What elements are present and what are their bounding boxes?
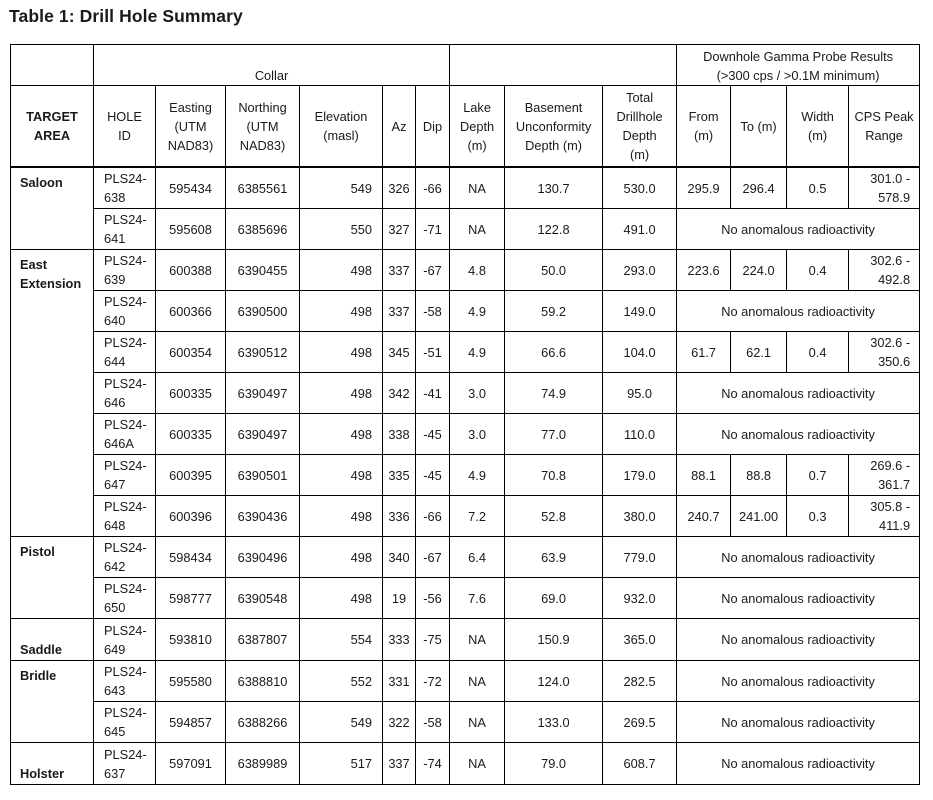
dip-cell: -67 <box>416 537 450 578</box>
dip-cell: -58 <box>416 702 450 743</box>
northing-cell: 6390512 <box>226 332 300 373</box>
total-depth-cell: 380.0 <box>603 496 677 537</box>
header-gamma-line2: (>300 cps / >0.1M minimum) <box>716 68 880 83</box>
az-cell: 335 <box>383 455 416 496</box>
hole-id-cell: PLS24- 643 <box>94 661 156 702</box>
width-cell: 0.3 <box>787 496 849 537</box>
table-title: Table 1: Drill Hole Summary <box>9 6 243 26</box>
lake-depth-cell: NA <box>450 743 505 785</box>
easting-cell: 600335 <box>156 373 226 414</box>
header-northing: Northing (UTM NAD83) <box>226 86 300 168</box>
az-cell: 337 <box>383 291 416 332</box>
dip-cell: -71 <box>416 209 450 250</box>
northing-cell: 6390501 <box>226 455 300 496</box>
cps-peak-cell: 302.6 - 350.6 <box>849 332 920 373</box>
easting-cell: 600354 <box>156 332 226 373</box>
northing-cell: 6390548 <box>226 578 300 619</box>
elevation-cell: 549 <box>300 167 383 209</box>
total-depth-cell: 110.0 <box>603 414 677 455</box>
lake-depth-cell: NA <box>450 209 505 250</box>
basement-depth-cell: 63.9 <box>505 537 603 578</box>
width-cell: 0.4 <box>787 332 849 373</box>
hole-id-cell: PLS24- 644 <box>94 332 156 373</box>
dip-cell: -58 <box>416 291 450 332</box>
hole-id-cell: PLS24- 647 <box>94 455 156 496</box>
elevation-cell: 550 <box>300 209 383 250</box>
elevation-cell: 498 <box>300 291 383 332</box>
gamma-note-cell: No anomalous radioactivity <box>677 209 920 250</box>
table-row <box>11 209 920 250</box>
elevation-cell: 517 <box>300 743 383 785</box>
easting-cell: 594857 <box>156 702 226 743</box>
from-cell: 295.9 <box>677 167 731 209</box>
gamma-note-cell: No anomalous radioactivity <box>677 661 920 702</box>
hole-id-cell: PLS24- 642 <box>94 537 156 578</box>
from-cell: 61.7 <box>677 332 731 373</box>
hole-id-cell: PLS24- 646A <box>94 414 156 455</box>
az-cell: 333 <box>383 619 416 661</box>
basement-depth-cell: 150.9 <box>505 619 603 661</box>
lake-depth-cell: 6.4 <box>450 537 505 578</box>
dip-cell: -66 <box>416 167 450 209</box>
northing-cell: 6390497 <box>226 373 300 414</box>
basement-depth-cell: 74.9 <box>505 373 603 414</box>
hole-id-cell: PLS24- 646 <box>94 373 156 414</box>
az-cell: 331 <box>383 661 416 702</box>
table-row <box>11 537 920 578</box>
total-depth-cell: 530.0 <box>603 167 677 209</box>
gamma-note-cell: No anomalous radioactivity <box>677 291 920 332</box>
header-blank-depth <box>450 45 677 86</box>
total-depth-cell: 149.0 <box>603 291 677 332</box>
total-depth-cell: 932.0 <box>603 578 677 619</box>
easting-cell: 593810 <box>156 619 226 661</box>
lake-depth-cell: NA <box>450 702 505 743</box>
drill-hole-table <box>10 44 920 785</box>
easting-cell: 600395 <box>156 455 226 496</box>
elevation-cell: 549 <box>300 702 383 743</box>
to-cell: 224.0 <box>731 250 787 291</box>
table-row <box>11 291 920 332</box>
easting-cell: 595434 <box>156 167 226 209</box>
target-area-cell: East Extension <box>11 250 94 537</box>
lake-depth-cell: 3.0 <box>450 373 505 414</box>
gamma-note-cell: No anomalous radioactivity <box>677 414 920 455</box>
header-gamma-line1: Downhole Gamma Probe Results <box>703 49 894 64</box>
az-cell: 336 <box>383 496 416 537</box>
basement-depth-cell: 133.0 <box>505 702 603 743</box>
elevation-cell: 498 <box>300 578 383 619</box>
to-cell: 88.8 <box>731 455 787 496</box>
easting-cell: 598777 <box>156 578 226 619</box>
az-cell: 340 <box>383 537 416 578</box>
northing-cell: 6390500 <box>226 291 300 332</box>
header-az: Az <box>383 86 416 168</box>
basement-depth-cell: 122.8 <box>505 209 603 250</box>
northing-cell: 6390455 <box>226 250 300 291</box>
elevation-cell: 498 <box>300 373 383 414</box>
az-cell: 327 <box>383 209 416 250</box>
basement-depth-cell: 124.0 <box>505 661 603 702</box>
az-cell: 345 <box>383 332 416 373</box>
dip-cell: -51 <box>416 332 450 373</box>
hole-id-cell: PLS24- 648 <box>94 496 156 537</box>
dip-cell: -74 <box>416 743 450 785</box>
northing-cell: 6390496 <box>226 537 300 578</box>
header-elevation: Elevation (masl) <box>300 86 383 168</box>
header-gamma-probe <box>677 45 920 86</box>
cps-peak-cell: 301.0 - 578.9 <box>849 167 920 209</box>
az-cell: 338 <box>383 414 416 455</box>
from-cell: 88.1 <box>677 455 731 496</box>
elevation-cell: 498 <box>300 537 383 578</box>
width-cell: 0.5 <box>787 167 849 209</box>
total-depth-cell: 179.0 <box>603 455 677 496</box>
header-basement-depth: Basement Unconformity Depth (m) <box>505 86 603 168</box>
lake-depth-cell: 4.9 <box>450 332 505 373</box>
header-cps-peak: CPS Peak Range <box>849 86 920 168</box>
basement-depth-cell: 69.0 <box>505 578 603 619</box>
easting-cell: 600366 <box>156 291 226 332</box>
header-target-area: TARGET AREA <box>11 86 94 168</box>
hole-id-cell: PLS24- 640 <box>94 291 156 332</box>
target-area-cell: Holster <box>11 743 94 785</box>
lake-depth-cell: 4.9 <box>450 291 505 332</box>
lake-depth-cell: NA <box>450 167 505 209</box>
elevation-cell: 498 <box>300 414 383 455</box>
header-collar: Collar <box>94 45 450 86</box>
elevation-cell: 552 <box>300 661 383 702</box>
hole-id-cell: PLS24- 650 <box>94 578 156 619</box>
basement-depth-cell: 70.8 <box>505 455 603 496</box>
table-row <box>11 414 920 455</box>
elevation-cell: 498 <box>300 455 383 496</box>
header-lake-depth: Lake Depth (m) <box>450 86 505 168</box>
table-row <box>11 250 920 291</box>
table-row <box>11 578 920 619</box>
northing-cell: 6385561 <box>226 167 300 209</box>
dip-cell: -66 <box>416 496 450 537</box>
gamma-note-cell: No anomalous radioactivity <box>677 619 920 661</box>
header-blank <box>11 45 94 86</box>
northing-cell: 6387807 <box>226 619 300 661</box>
hole-id-cell: PLS24- 649 <box>94 619 156 661</box>
lake-depth-cell: 7.6 <box>450 578 505 619</box>
easting-cell: 600388 <box>156 250 226 291</box>
cps-peak-cell: 305.8 - 411.9 <box>849 496 920 537</box>
lake-depth-cell: NA <box>450 619 505 661</box>
az-cell: 337 <box>383 743 416 785</box>
dip-cell: -41 <box>416 373 450 414</box>
lake-depth-cell: 4.8 <box>450 250 505 291</box>
table-row <box>11 496 920 537</box>
hole-id-cell: PLS24- 641 <box>94 209 156 250</box>
lake-depth-cell: 3.0 <box>450 414 505 455</box>
table-body <box>11 167 920 785</box>
az-cell: 326 <box>383 167 416 209</box>
basement-depth-cell: 130.7 <box>505 167 603 209</box>
to-cell: 62.1 <box>731 332 787 373</box>
table-row <box>11 167 920 209</box>
basement-depth-cell: 66.6 <box>505 332 603 373</box>
from-cell: 223.6 <box>677 250 731 291</box>
gamma-note-cell: No anomalous radioactivity <box>677 373 920 414</box>
easting-cell: 597091 <box>156 743 226 785</box>
header-total-depth: Total Drillhole Depth (m) <box>603 86 677 168</box>
table-row <box>11 455 920 496</box>
target-area-cell: Pistol <box>11 537 94 619</box>
az-cell: 337 <box>383 250 416 291</box>
az-cell: 322 <box>383 702 416 743</box>
basement-depth-cell: 50.0 <box>505 250 603 291</box>
header-dip: Dip <box>416 86 450 168</box>
total-depth-cell: 491.0 <box>603 209 677 250</box>
elevation-cell: 498 <box>300 250 383 291</box>
header-easting: Easting (UTM NAD83) <box>156 86 226 168</box>
basement-depth-cell: 52.8 <box>505 496 603 537</box>
hole-id-cell: PLS24- 638 <box>94 167 156 209</box>
table-header <box>11 45 920 168</box>
lake-depth-cell: 7.2 <box>450 496 505 537</box>
lake-depth-cell: NA <box>450 661 505 702</box>
northing-cell: 6388810 <box>226 661 300 702</box>
dip-cell: -75 <box>416 619 450 661</box>
gamma-note-cell: No anomalous radioactivity <box>677 537 920 578</box>
lake-depth-cell: 4.9 <box>450 455 505 496</box>
table-row <box>11 702 920 743</box>
northing-cell: 6390497 <box>226 414 300 455</box>
header-to: To (m) <box>731 86 787 168</box>
total-depth-cell: 365.0 <box>603 619 677 661</box>
cps-peak-cell: 269.6 - 361.7 <box>849 455 920 496</box>
easting-cell: 600335 <box>156 414 226 455</box>
width-cell: 0.4 <box>787 250 849 291</box>
hole-id-cell: PLS24- 637 <box>94 743 156 785</box>
northing-cell: 6385696 <box>226 209 300 250</box>
northing-cell: 6389989 <box>226 743 300 785</box>
easting-cell: 600396 <box>156 496 226 537</box>
dip-cell: -45 <box>416 414 450 455</box>
dip-cell: -56 <box>416 578 450 619</box>
hole-id-cell: PLS24- 639 <box>94 250 156 291</box>
elevation-cell: 498 <box>300 496 383 537</box>
dip-cell: -45 <box>416 455 450 496</box>
elevation-cell: 554 <box>300 619 383 661</box>
target-area-cell: Bridle <box>11 661 94 743</box>
gamma-note-cell: No anomalous radioactivity <box>677 702 920 743</box>
total-depth-cell: 608.7 <box>603 743 677 785</box>
dip-cell: -67 <box>416 250 450 291</box>
to-cell: 296.4 <box>731 167 787 209</box>
northing-cell: 6390436 <box>226 496 300 537</box>
hole-id-cell: PLS24- 645 <box>94 702 156 743</box>
easting-cell: 598434 <box>156 537 226 578</box>
width-cell: 0.7 <box>787 455 849 496</box>
table-row <box>11 743 920 785</box>
az-cell: 19 <box>383 578 416 619</box>
table-row <box>11 373 920 414</box>
header-from: From (m) <box>677 86 731 168</box>
gamma-note-cell: No anomalous radioactivity <box>677 743 920 785</box>
table-row <box>11 332 920 373</box>
easting-cell: 595580 <box>156 661 226 702</box>
total-depth-cell: 293.0 <box>603 250 677 291</box>
gamma-note-cell: No anomalous radioactivity <box>677 578 920 619</box>
cps-peak-cell: 302.6 - 492.8 <box>849 250 920 291</box>
total-depth-cell: 282.5 <box>603 661 677 702</box>
total-depth-cell: 104.0 <box>603 332 677 373</box>
total-depth-cell: 779.0 <box>603 537 677 578</box>
az-cell: 342 <box>383 373 416 414</box>
basement-depth-cell: 59.2 <box>505 291 603 332</box>
table-row <box>11 661 920 702</box>
to-cell: 241.00 <box>731 496 787 537</box>
from-cell: 240.7 <box>677 496 731 537</box>
target-area-cell: Saddle <box>11 619 94 661</box>
basement-depth-cell: 79.0 <box>505 743 603 785</box>
table-row <box>11 619 920 661</box>
total-depth-cell: 95.0 <box>603 373 677 414</box>
basement-depth-cell: 77.0 <box>505 414 603 455</box>
dip-cell: -72 <box>416 661 450 702</box>
northing-cell: 6388266 <box>226 702 300 743</box>
total-depth-cell: 269.5 <box>603 702 677 743</box>
header-width: Width (m) <box>787 86 849 168</box>
header-hole-id: HOLE ID <box>94 86 156 168</box>
elevation-cell: 498 <box>300 332 383 373</box>
easting-cell: 595608 <box>156 209 226 250</box>
target-area-cell: Saloon <box>11 167 94 250</box>
